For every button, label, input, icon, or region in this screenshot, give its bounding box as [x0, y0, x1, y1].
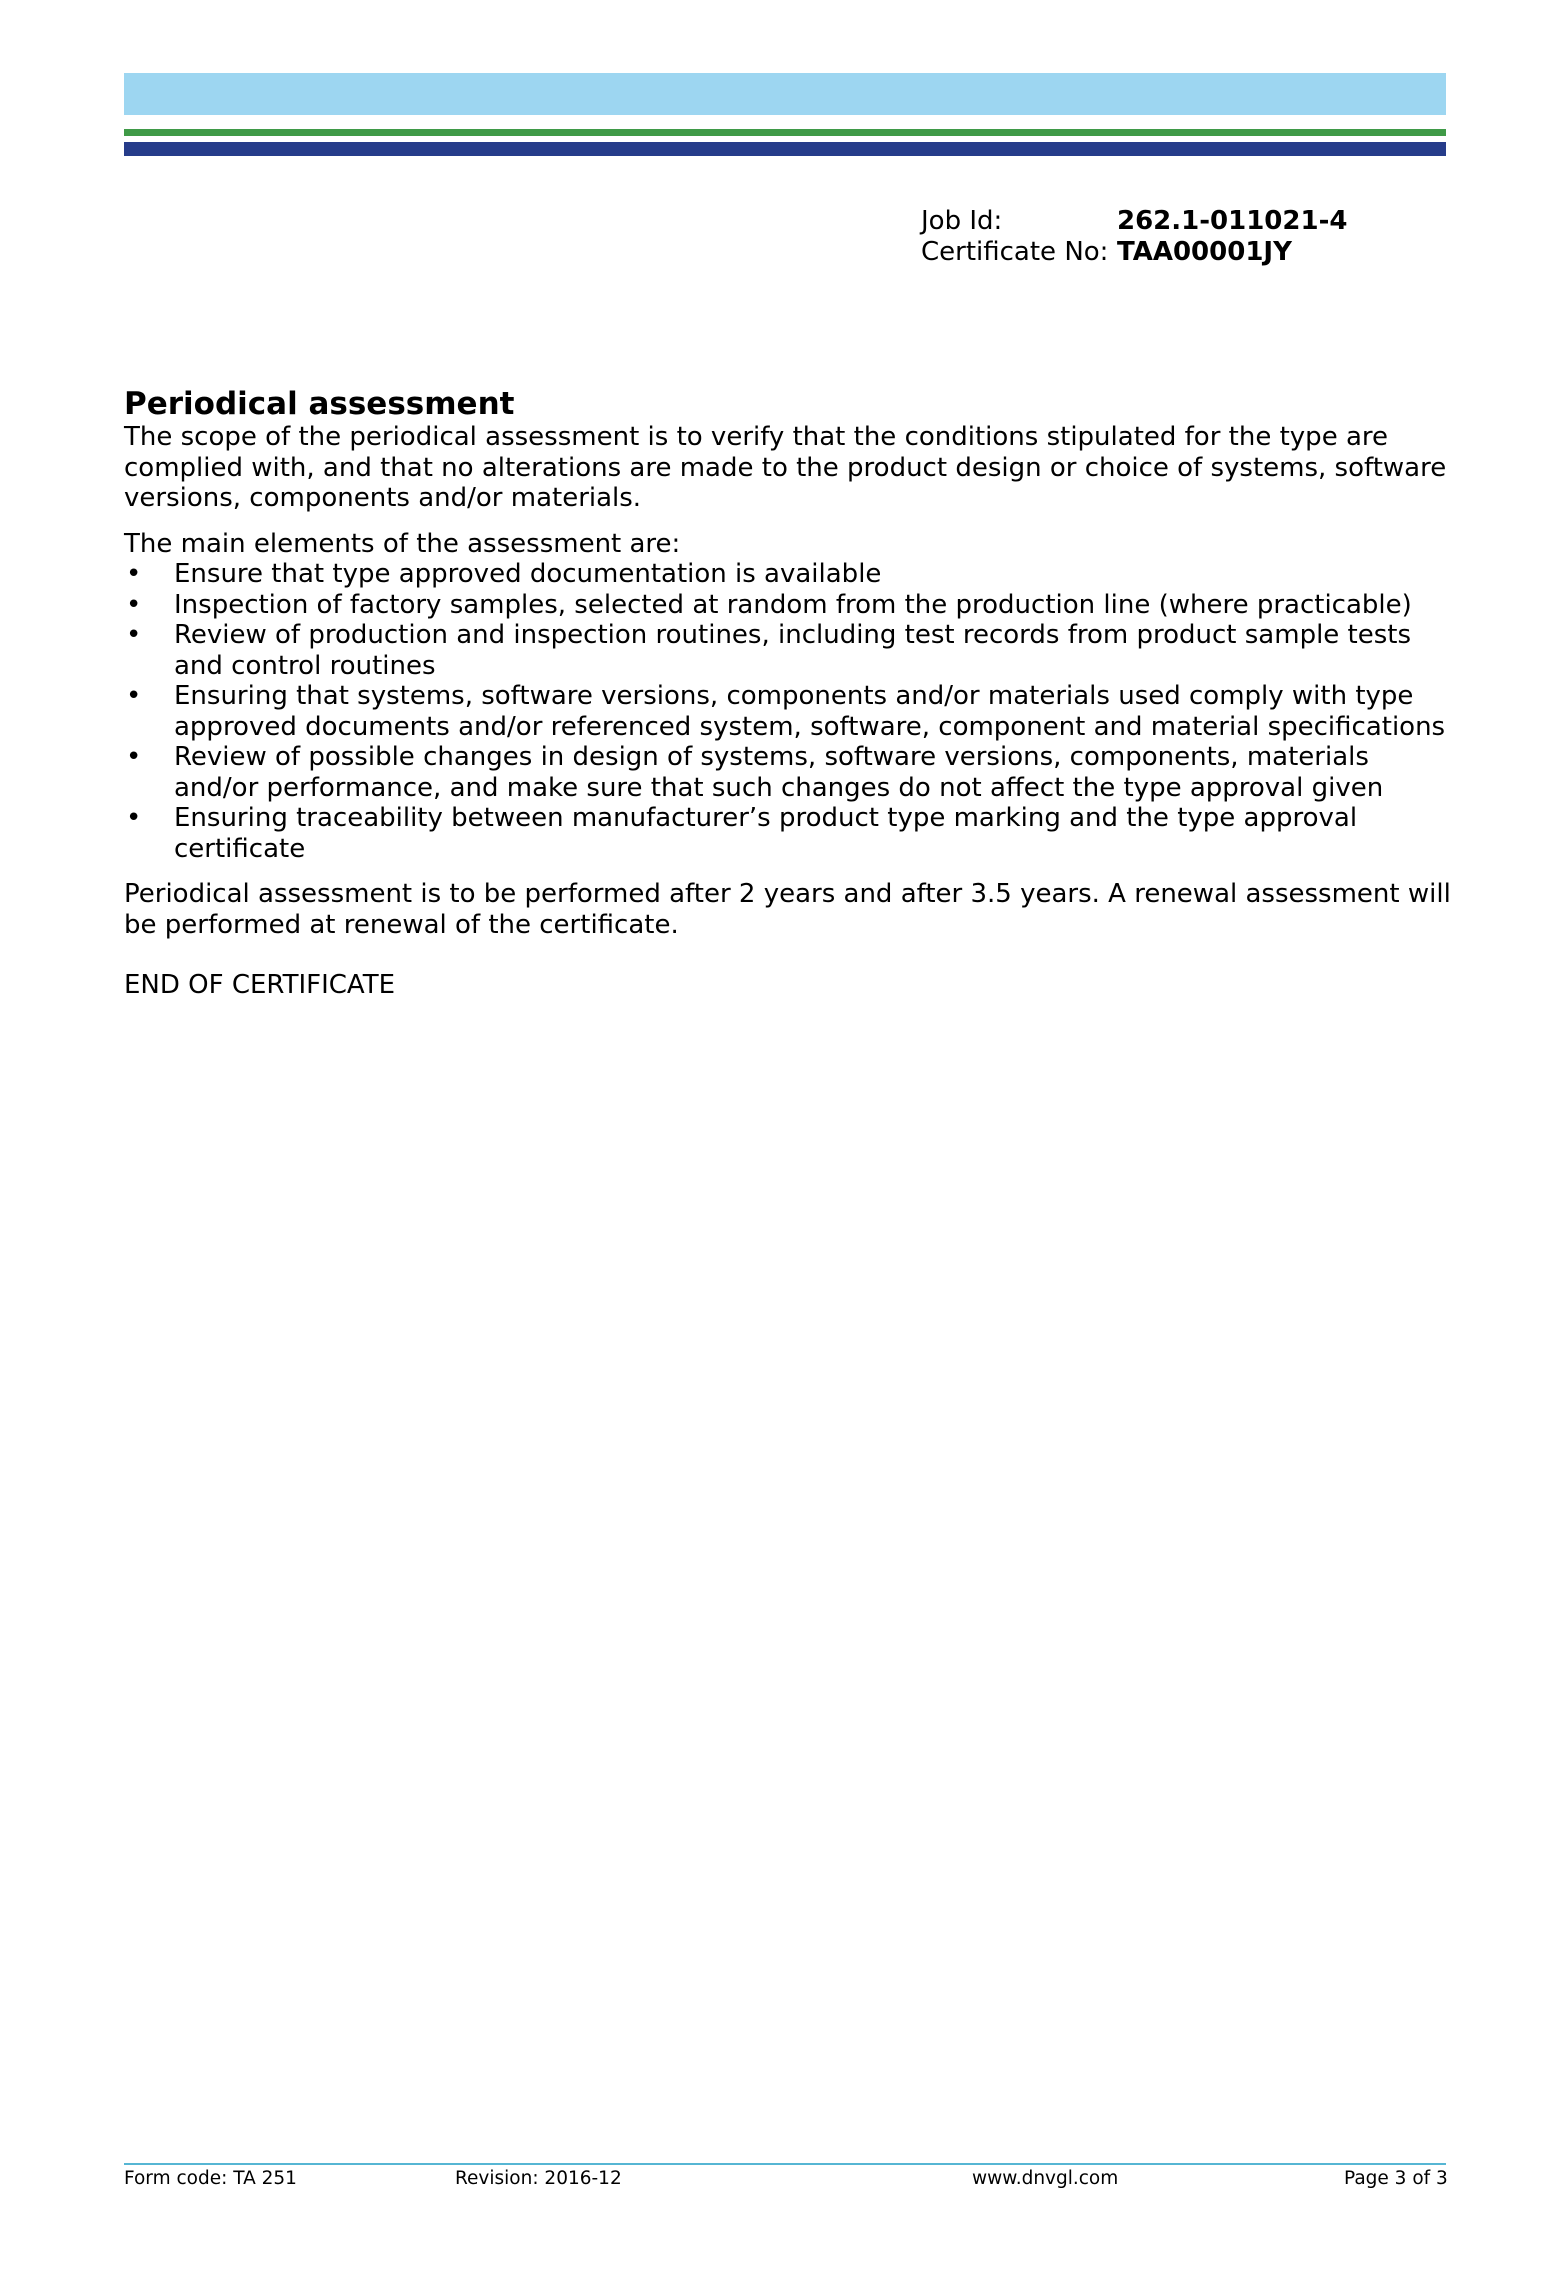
list-item	[124, 559, 1454, 590]
bullet-icon: •	[126, 559, 142, 589]
end-of-certificate: END OF CERTIFICATE	[124, 970, 396, 1000]
bullet-icon: •	[126, 681, 142, 711]
bullet-icon: •	[126, 742, 142, 772]
list-intro: The main elements of the assessment are:	[124, 528, 681, 559]
list-item-text: Ensure that type approved documentation is available	[174, 559, 882, 589]
assessment-elements-list	[124, 559, 1454, 864]
list-item-text: Inspection of factory samples, selected at random from the production line (where practicable)	[174, 589, 1412, 620]
certificate-no-label: Certificate No:	[921, 237, 1109, 267]
job-id-label: Job Id:	[921, 206, 1003, 236]
bullet-icon: •	[126, 589, 142, 620]
certificate-meta	[921, 206, 1347, 268]
list-item	[124, 742, 1454, 803]
certificate-no-value: TAA00001JY	[1117, 237, 1292, 267]
list-item	[124, 590, 1454, 621]
intro-paragraph: The scope of the periodical assessment is to verify that the conditions stipulated for the type are complied with, and that no alterations are made to the product design or choice of systems, software versions, components and/or materials.	[124, 422, 1447, 513]
certificate-no-row	[921, 237, 1347, 268]
footer-page-number: Page 3 of 3	[1344, 2168, 1448, 2189]
job-id-value: 262.1-011021-4	[1117, 206, 1348, 236]
section-title: Periodical assessment	[124, 386, 515, 422]
bullet-icon: •	[126, 803, 142, 833]
footer-divider	[124, 2163, 1446, 2165]
bullet-icon: •	[126, 620, 142, 650]
header-band-green	[124, 129, 1446, 136]
closing-paragraph: Periodical assessment is to be performed after 2 years and after 3.5 years. A renewal assessment will be performed at renewal of the certificate.	[124, 879, 1451, 940]
job-id-row	[921, 206, 1347, 237]
footer-revision: Revision: 2016-12	[455, 2168, 622, 2189]
list-item-text: Review of possible changes in design of systems, software versions, components, materials and/or performance, and make sure that such changes do not affect the type approval given	[174, 742, 1384, 803]
header-band-navy	[124, 142, 1446, 156]
list-item-text: Ensuring that systems, software versions, components and/or materials used comply with type approved documents and/or referenced system, software, component and material specifications	[174, 681, 1446, 742]
footer-form-code: Form code: TA 251	[124, 2168, 297, 2189]
list-item-text: Review of production and inspection routines, including test records from product sample tests and control routines	[174, 620, 1412, 681]
list-item	[124, 681, 1454, 742]
main-content	[124, 386, 1454, 1016]
list-item	[124, 803, 1454, 864]
header-band-light-blue	[124, 73, 1446, 115]
list-item-text: Ensuring traceability between manufacturer’s product type marking and the type approval certificate	[174, 803, 1358, 864]
list-item	[124, 620, 1454, 681]
footer-website-link[interactable]: www.dnvgl.com	[972, 2168, 1119, 2189]
